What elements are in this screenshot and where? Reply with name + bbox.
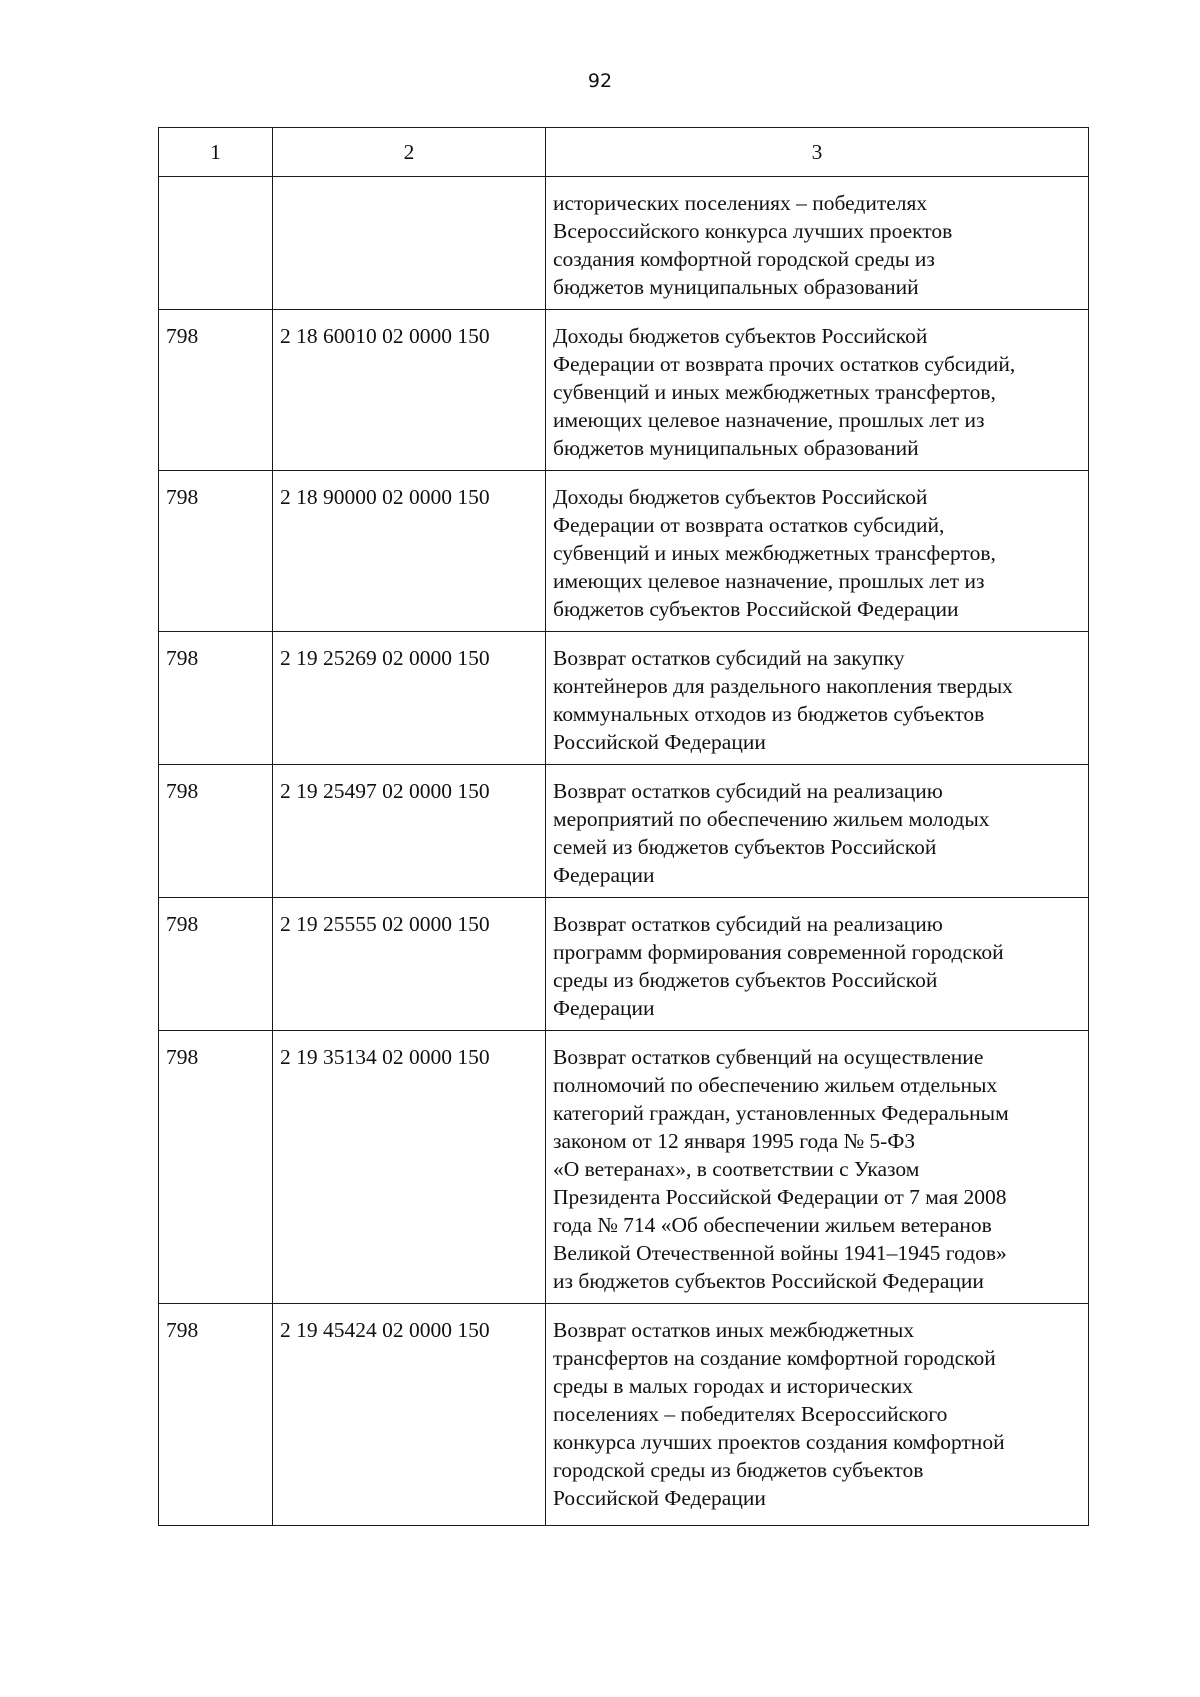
description-line: категорий граждан, установленных Федеральным <box>553 1101 1009 1125</box>
description-line: Российской Федерации <box>553 730 766 754</box>
budget-code: 2 19 35134 02 0000 150 <box>280 1045 490 1069</box>
description-line: Возврат остатков субвенций на осуществление <box>553 1045 984 1069</box>
description-line: года № 714 «Об обеспечении жильем ветеранов <box>553 1213 992 1237</box>
description-line: Возврат остатков субсидий на реализацию <box>553 779 943 803</box>
revenue-codes-table <box>158 127 1089 1526</box>
admin-code-cell <box>159 177 273 310</box>
description-line: Доходы бюджетов субъектов Российской <box>553 324 928 348</box>
budget-code: 2 19 25497 02 0000 150 <box>280 779 490 803</box>
description-line: из бюджетов субъектов Российской Федерации <box>553 1269 984 1293</box>
page-number: 92 <box>587 70 613 92</box>
description-line: «О ветеранах», в соответствии с Указом <box>553 1157 920 1181</box>
admin-code: 798 <box>166 1318 199 1342</box>
description-line: бюджетов муниципальных образований <box>553 436 919 460</box>
description-cell <box>546 1031 1089 1304</box>
table-row <box>159 1304 1089 1526</box>
budget-code-cell <box>273 632 546 765</box>
admin-code-cell <box>159 310 273 471</box>
admin-code: 798 <box>166 646 199 670</box>
budget-code-cell <box>273 898 546 1031</box>
description-line: среды в малых городах и исторических <box>553 1374 914 1398</box>
admin-code-cell <box>159 471 273 632</box>
description-line: коммунальных отходов из бюджетов субъектов <box>553 702 985 726</box>
budget-code-cell <box>273 765 546 898</box>
admin-code: 798 <box>166 324 199 348</box>
description-line: Российской Федерации <box>553 1486 766 1510</box>
budget-code: 2 19 25269 02 0000 150 <box>280 646 490 670</box>
admin-code: 798 <box>166 779 199 803</box>
header-col-3: 3 <box>546 128 1089 177</box>
description <box>546 898 1088 1030</box>
description-line: исторических поселениях – победителях <box>553 191 928 215</box>
description-cell <box>546 632 1089 765</box>
description-line: создания комфортной городской среды из <box>553 247 935 271</box>
admin-code-cell <box>159 1031 273 1304</box>
budget-code: 2 19 45424 02 0000 150 <box>280 1318 490 1342</box>
table-row <box>159 177 1089 310</box>
description-line: субвенций и иных межбюджетных трансфертов, <box>553 541 996 565</box>
admin-code-cell <box>159 1304 273 1526</box>
table-row <box>159 632 1089 765</box>
description-cell <box>546 1304 1089 1526</box>
description-line: программ формирования современной городской <box>553 940 1004 964</box>
description <box>546 632 1088 764</box>
description <box>546 765 1088 897</box>
description-cell <box>546 898 1089 1031</box>
header-col-1: 1 <box>159 128 273 177</box>
description-line: Возврат остатков иных межбюджетных <box>553 1318 915 1342</box>
table-body <box>159 177 1089 1526</box>
budget-code-cell <box>273 310 546 471</box>
table-row <box>159 310 1089 471</box>
description-line: Федерации <box>553 863 655 887</box>
description-line: Федерации от возврата остатков субсидий, <box>553 513 945 537</box>
description-cell <box>546 471 1089 632</box>
description-line: Великой Отечественной войны 1941–1945 годов» <box>553 1241 1007 1265</box>
table-header-row <box>159 128 1089 177</box>
table-row <box>159 898 1089 1031</box>
admin-code: 798 <box>166 485 199 509</box>
description-line: Федерации <box>553 996 655 1020</box>
description-cell <box>546 765 1089 898</box>
admin-code: 798 <box>166 912 199 936</box>
budget-code-cell <box>273 1304 546 1526</box>
description-line: имеющих целевое назначение, прошлых лет из <box>553 569 985 593</box>
description-line: семей из бюджетов субъектов Российской <box>553 835 937 859</box>
budget-code-cell <box>273 177 546 310</box>
description <box>546 1304 1088 1520</box>
description-line: субвенций и иных межбюджетных трансфертов, <box>553 380 996 404</box>
description-line: трансфертов на создание комфортной городской <box>553 1346 996 1370</box>
description-line: поселениях – победителях Всероссийского <box>553 1402 948 1426</box>
description <box>546 1031 1088 1303</box>
description-line: Доходы бюджетов субъектов Российской <box>553 485 928 509</box>
description-line: Возврат остатков субсидий на реализацию <box>553 912 943 936</box>
description-line: Федерации от возврата прочих остатков субсидий, <box>553 352 1016 376</box>
description-line: контейнеров для раздельного накопления твердых <box>553 674 1013 698</box>
description-line: бюджетов муниципальных образований <box>553 275 919 299</box>
description-line: законом от 12 января 1995 года № 5-ФЗ <box>553 1129 916 1153</box>
description-line: Президента Российской Федерации от 7 мая 2008 <box>553 1185 1007 1209</box>
admin-code: 798 <box>166 1045 199 1069</box>
table-row <box>159 765 1089 898</box>
description <box>546 310 1088 470</box>
budget-code: 2 19 25555 02 0000 150 <box>280 912 490 936</box>
table-row <box>159 471 1089 632</box>
description-cell <box>546 177 1089 310</box>
budget-code: 2 18 60010 02 0000 150 <box>280 324 490 348</box>
admin-code-cell <box>159 898 273 1031</box>
header-col-2: 2 <box>273 128 546 177</box>
budget-code: 2 18 90000 02 0000 150 <box>280 485 490 509</box>
admin-code <box>159 177 272 197</box>
description-line: бюджетов субъектов Российской Федерации <box>553 597 959 621</box>
budget-code <box>273 177 545 197</box>
description-line: Возврат остатков субсидий на закупку <box>553 646 905 670</box>
description-line: мероприятий по обеспечению жильем молодых <box>553 807 990 831</box>
admin-code-cell <box>159 632 273 765</box>
description-line: полномочий по обеспечению жильем отдельных <box>553 1073 998 1097</box>
description <box>546 177 1088 309</box>
description-line: среды из бюджетов субъектов Российской <box>553 968 938 992</box>
table-row <box>159 1031 1089 1304</box>
description-cell <box>546 310 1089 471</box>
description-line: городской среды из бюджетов субъектов <box>553 1458 924 1482</box>
description <box>546 471 1088 631</box>
description-line: конкурса лучших проектов создания комфортной <box>553 1430 1005 1454</box>
budget-code-cell <box>273 1031 546 1304</box>
description-line: имеющих целевое назначение, прошлых лет из <box>553 408 985 432</box>
admin-code-cell <box>159 765 273 898</box>
description-line: Всероссийского конкурса лучших проектов <box>553 219 953 243</box>
budget-code-cell <box>273 471 546 632</box>
